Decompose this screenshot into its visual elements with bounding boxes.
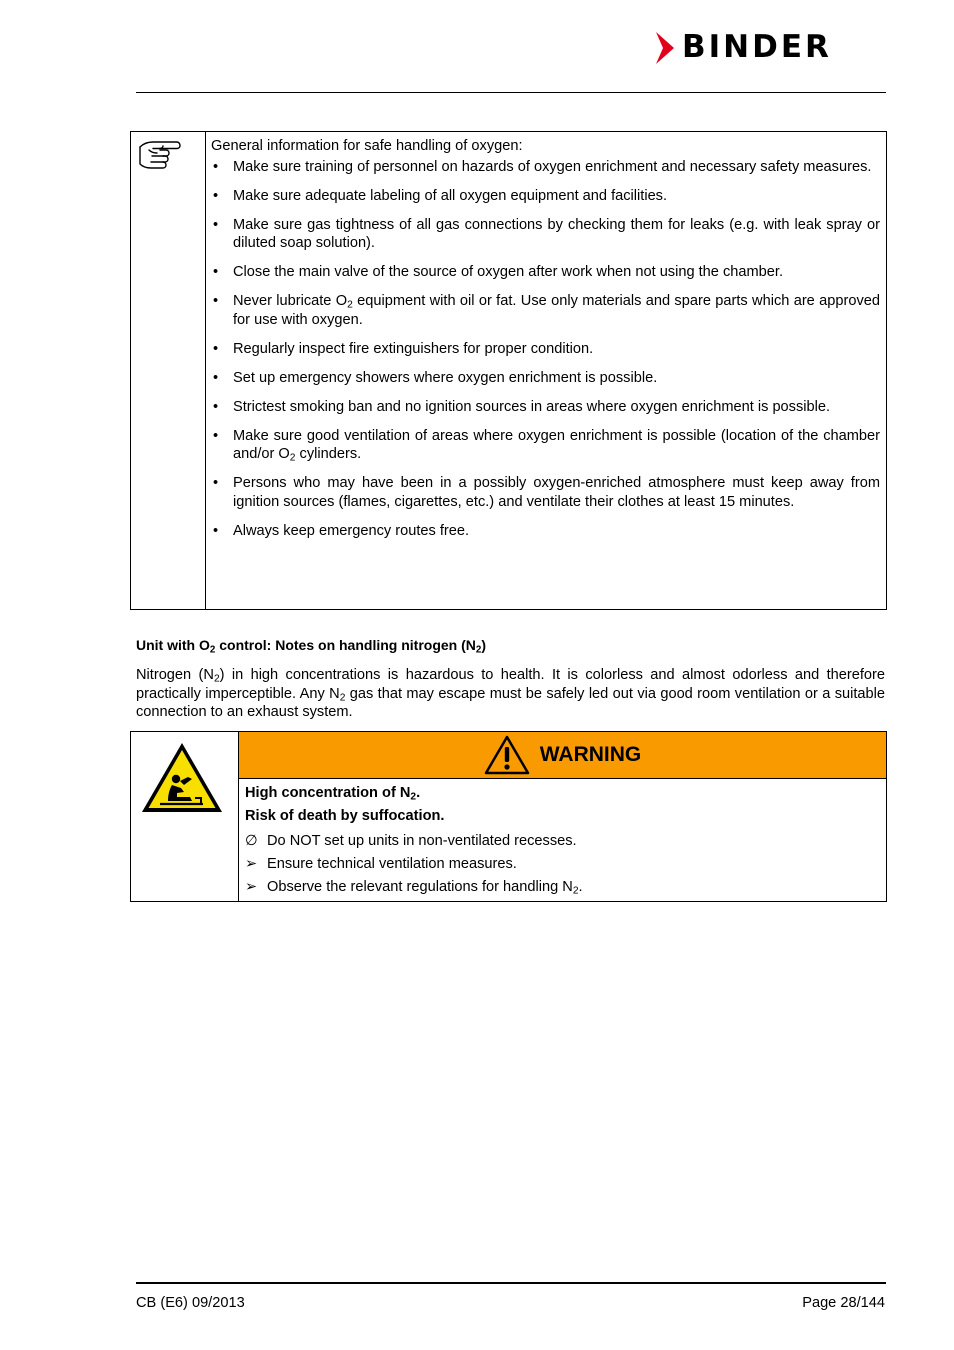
list-item: • Set up emergency showers where oxygen enrichment is possible. (211, 369, 880, 388)
section-title (136, 637, 486, 655)
list-item: • Persons who may have been in a possibly oxygen-enriched atmosphere must keep away from ignition sources (flames, cigarettes, etc.) and ventilate their clothes at least 15 minutes. (211, 474, 880, 511)
hazard-subscript: 2 (410, 791, 417, 803)
title-subscript: 2 (475, 644, 482, 656)
action-text: . (578, 879, 583, 895)
oxygen-info-box (130, 131, 887, 610)
binder-logo (654, 30, 832, 66)
item-subscript: 2 (347, 299, 353, 311)
list-item: • Close the main valve of the source of oxygen after work when not using the chamber. (211, 263, 880, 282)
note-icon-cell (131, 132, 206, 609)
action-line (245, 856, 878, 879)
note-intro: General information for safe handling of oxygen: (211, 138, 523, 154)
prohibition-icon: ∅ (245, 833, 258, 849)
title-text: control: Notes on handling nitrogen (N (215, 637, 476, 653)
nitrogen-paragraph (136, 666, 885, 722)
arrow-bullet-icon: ➢ (245, 879, 258, 895)
note-body (211, 137, 880, 551)
prohibition-line (245, 833, 878, 856)
para-text: ) in high concentrations is hazardous to health. It is colorless and almost odorless and therefore practically imperceptible. Any N (136, 667, 885, 702)
item-text: cylinders. (295, 446, 362, 463)
item-text: equipment with oil or fat. Use only materials and spare parts which are approved for use with oxygen. (233, 293, 880, 328)
list-item: • Make sure adequate labeling of all oxygen equipment and facilities. (211, 187, 880, 206)
list-item (211, 427, 880, 464)
warning-body (245, 785, 878, 902)
pointing-hand-icon (137, 137, 181, 173)
warning-icon-cell (131, 732, 239, 901)
hazard-line (245, 785, 878, 808)
list-item: • Strictest smoking ban and no ignition sources in areas where oxygen enrichment is possible. (211, 398, 880, 417)
header-rule (136, 92, 886, 93)
list-item: • Regularly inspect fire extinguishers for proper condition. (211, 340, 880, 359)
item-subscript: 2 (289, 452, 296, 464)
hazard-text: High concentration of N (245, 785, 411, 801)
logo-text: BINDER (682, 29, 832, 66)
suffocation-hazard-icon (140, 741, 224, 815)
list-item: • Always keep emergency routes free. (211, 522, 880, 541)
footer-rule (136, 1282, 886, 1284)
hazard-text: . (416, 785, 421, 801)
logo-arrow-icon (654, 30, 676, 66)
item-text: Make sure good ventilation of areas where oxygen enrichment is possible (location of the chamber and/or O (233, 427, 880, 463)
item-text: Never lubricate O (233, 293, 348, 310)
list-item (211, 292, 880, 329)
action-line (245, 879, 878, 902)
para-subscript: 2 (339, 692, 346, 704)
warning-box (130, 731, 887, 902)
action-subscript: 2 (572, 885, 579, 897)
prohibition-text: Do NOT set up units in non-ventilated recesses. (267, 833, 577, 849)
list-item: • Make sure gas tightness of all gas connections by checking them for leaks (e.g. with leak spray or diluted soap solution). (211, 216, 880, 253)
consequence-line: Risk of death by suffocation. (245, 808, 445, 824)
warning-triangle-icon (484, 735, 530, 775)
title-subscript: 2 (209, 644, 216, 656)
para-subscript: 2 (213, 673, 220, 685)
title-text: Unit with O (136, 637, 210, 653)
action-text: Observe the relevant regulations for handling N (267, 879, 573, 895)
action-text: Ensure technical ventilation measures. (267, 856, 517, 872)
arrow-bullet-icon: ➢ (245, 856, 258, 872)
signal-word: WARNING (539, 742, 642, 766)
document-code: CB (E6) 09/2013 (136, 1295, 245, 1311)
para-text: Nitrogen (N (136, 667, 214, 683)
list-item: • Make sure training of personnel on hazards of oxygen enrichment and necessary safety measures. (211, 158, 880, 177)
warning-header (239, 732, 886, 779)
page-number: Page 28/144 (802, 1295, 885, 1311)
para-text: gas that may escape must be safely led out via good room ventilation or a suitable connection to an exhaust system. (136, 685, 885, 721)
title-text: ) (481, 637, 486, 653)
note-list (211, 158, 880, 541)
